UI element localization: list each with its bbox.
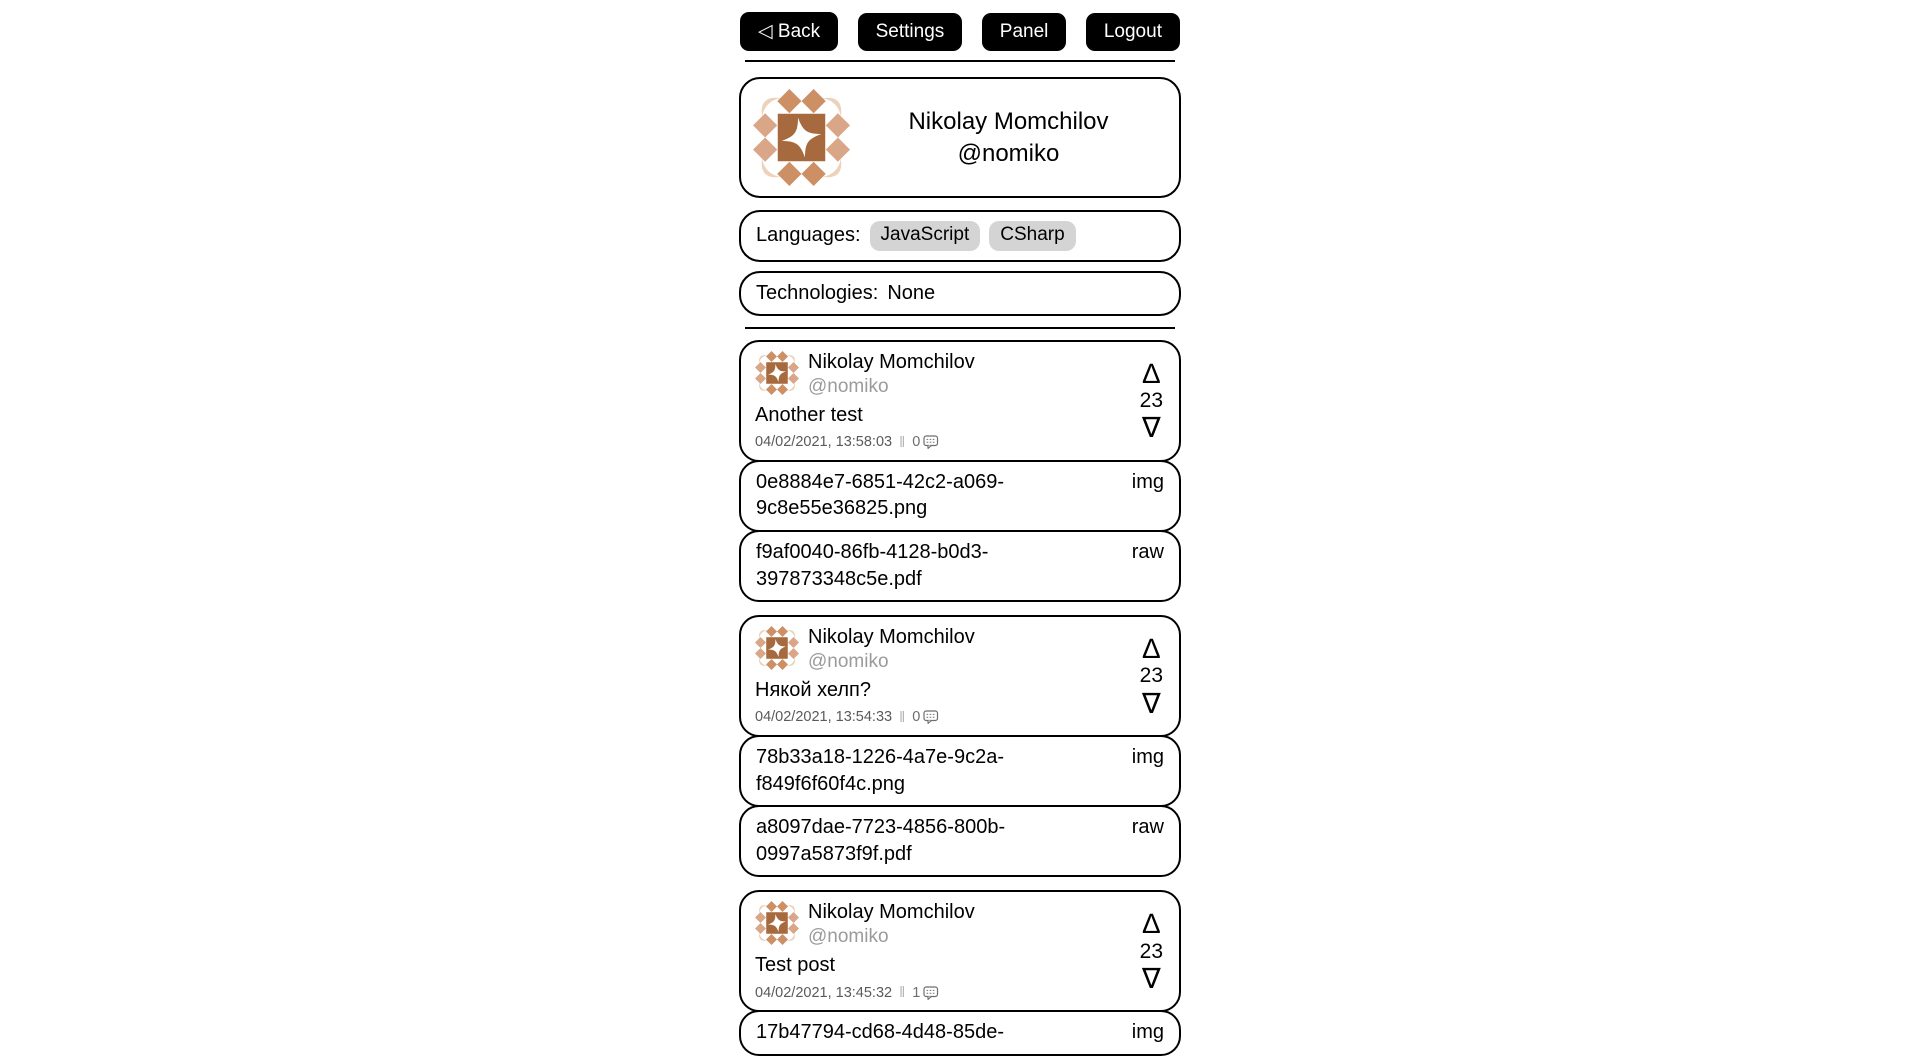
logout-button[interactable]: Logout bbox=[1086, 13, 1180, 51]
attachment-row[interactable] bbox=[739, 1010, 1181, 1056]
attachment-filename: f9af0040-86fb-4128-b0d3-397873348c5e.pdf bbox=[756, 540, 989, 590]
posts-divider bbox=[745, 327, 1175, 329]
post-timestamp: 04/02/2021, 13:45:32 bbox=[755, 984, 893, 1001]
attachment-type-label: raw bbox=[1131, 540, 1164, 563]
profile-avatar-identicon bbox=[753, 89, 850, 186]
vote-count: 23 bbox=[1139, 664, 1163, 688]
language-badge-csharp: CSharp bbox=[989, 221, 1075, 251]
upvote-button[interactable]: ∆ bbox=[1142, 908, 1160, 940]
panel-button[interactable]: Panel bbox=[982, 13, 1067, 51]
vote-count: 23 bbox=[1139, 389, 1163, 413]
post-card[interactable] bbox=[739, 890, 1181, 1012]
downvote-button[interactable]: ∇ bbox=[1141, 962, 1161, 994]
comment-count bbox=[912, 709, 939, 725]
vote-column bbox=[1140, 909, 1163, 993]
post-title[interactable]: Another test bbox=[755, 403, 863, 426]
top-divider bbox=[745, 60, 1175, 62]
back-button[interactable]: ◁ Back bbox=[740, 12, 838, 51]
post-author-handle: @nomiko bbox=[808, 926, 889, 948]
post-group bbox=[739, 890, 1181, 1055]
post-group bbox=[739, 615, 1181, 877]
vote-count: 23 bbox=[1139, 939, 1163, 963]
post-author-handle: @nomiko bbox=[808, 375, 889, 397]
comment-count bbox=[912, 985, 939, 1001]
downvote-button[interactable]: ∇ bbox=[1141, 687, 1161, 719]
comment-count-value: 1 bbox=[912, 984, 921, 1001]
post-author-row bbox=[755, 351, 1165, 398]
attachment-row[interactable] bbox=[739, 530, 1181, 602]
post-author-row bbox=[755, 901, 1165, 948]
profile-name: Nikolay Momchilov bbox=[908, 107, 1109, 135]
post-author-row bbox=[755, 626, 1165, 673]
post-author-name: Nikolay Momchilov bbox=[808, 901, 975, 924]
languages-card bbox=[739, 210, 1181, 262]
post-avatar-identicon bbox=[755, 351, 799, 395]
downvote-button[interactable]: ∇ bbox=[1141, 412, 1161, 444]
upvote-button[interactable]: ∆ bbox=[1142, 633, 1160, 665]
settings-button[interactable]: Settings bbox=[858, 13, 963, 51]
attachment-filename: 17b47794-cd68-4d48-85de- bbox=[756, 1021, 1004, 1044]
comment-count-value: 0 bbox=[912, 709, 921, 726]
post-avatar-identicon bbox=[755, 901, 799, 945]
meta-separator: ‖ bbox=[899, 984, 906, 1002]
post-title[interactable]: Test post bbox=[755, 954, 836, 977]
post-meta bbox=[755, 434, 1165, 451]
technologies-value: None bbox=[887, 281, 936, 304]
profile-page bbox=[739, 0, 1181, 1056]
attachment-filename: 0e8884e7-6851-42c2-a069-9c8e55e36825.png bbox=[756, 470, 1004, 520]
upvote-button[interactable]: ∆ bbox=[1142, 357, 1160, 389]
comment-count-value: 0 bbox=[912, 434, 921, 451]
attachment-type-label: raw bbox=[1131, 816, 1164, 839]
attachment-row[interactable] bbox=[739, 460, 1181, 532]
meta-separator: ‖ bbox=[899, 708, 906, 726]
comment-icon bbox=[923, 435, 939, 449]
attachment-row[interactable] bbox=[739, 805, 1181, 877]
profile-card bbox=[739, 77, 1181, 198]
post-meta bbox=[755, 984, 1165, 1001]
comment-count bbox=[912, 434, 939, 450]
post-author-name: Nikolay Momchilov bbox=[808, 626, 975, 649]
comment-icon bbox=[923, 986, 939, 1000]
attachment-row[interactable] bbox=[739, 735, 1181, 807]
post-card[interactable] bbox=[739, 615, 1181, 737]
post-card[interactable] bbox=[739, 340, 1181, 462]
attachment-type-label: img bbox=[1131, 1021, 1164, 1044]
meta-separator: ‖ bbox=[899, 433, 906, 451]
technologies-label: Technologies: bbox=[756, 281, 879, 304]
post-author-name: Nikolay Momchilov bbox=[808, 350, 975, 373]
attachment-type-label: img bbox=[1131, 470, 1164, 493]
post-author-handle: @nomiko bbox=[808, 651, 889, 673]
attachment-filename: a8097dae-7723-4856-800b-0997a5873f9f.pdf bbox=[756, 816, 1006, 865]
post-avatar-identicon bbox=[755, 626, 799, 670]
post-group bbox=[739, 340, 1181, 602]
post-meta bbox=[755, 709, 1165, 726]
comment-icon bbox=[923, 710, 939, 724]
vote-column bbox=[1140, 634, 1163, 718]
attachment-filename: 78b33a18-1226-4a7e-9c2a-f849f6f60f4c.png bbox=[756, 745, 1004, 795]
top-nav bbox=[739, 12, 1181, 51]
post-timestamp: 04/02/2021, 13:54:33 bbox=[755, 709, 893, 726]
language-badge-javascript: JavaScript bbox=[870, 221, 981, 251]
attachment-type-label: img bbox=[1131, 745, 1164, 768]
vote-column bbox=[1140, 359, 1163, 443]
post-title[interactable]: Някой хелп? bbox=[755, 678, 871, 701]
profile-handle: @nomiko bbox=[957, 139, 1060, 167]
languages-label: Languages: bbox=[756, 224, 861, 247]
technologies-card bbox=[739, 271, 1181, 316]
post-timestamp: 04/02/2021, 13:58:03 bbox=[755, 434, 893, 451]
profile-names bbox=[850, 106, 1167, 169]
